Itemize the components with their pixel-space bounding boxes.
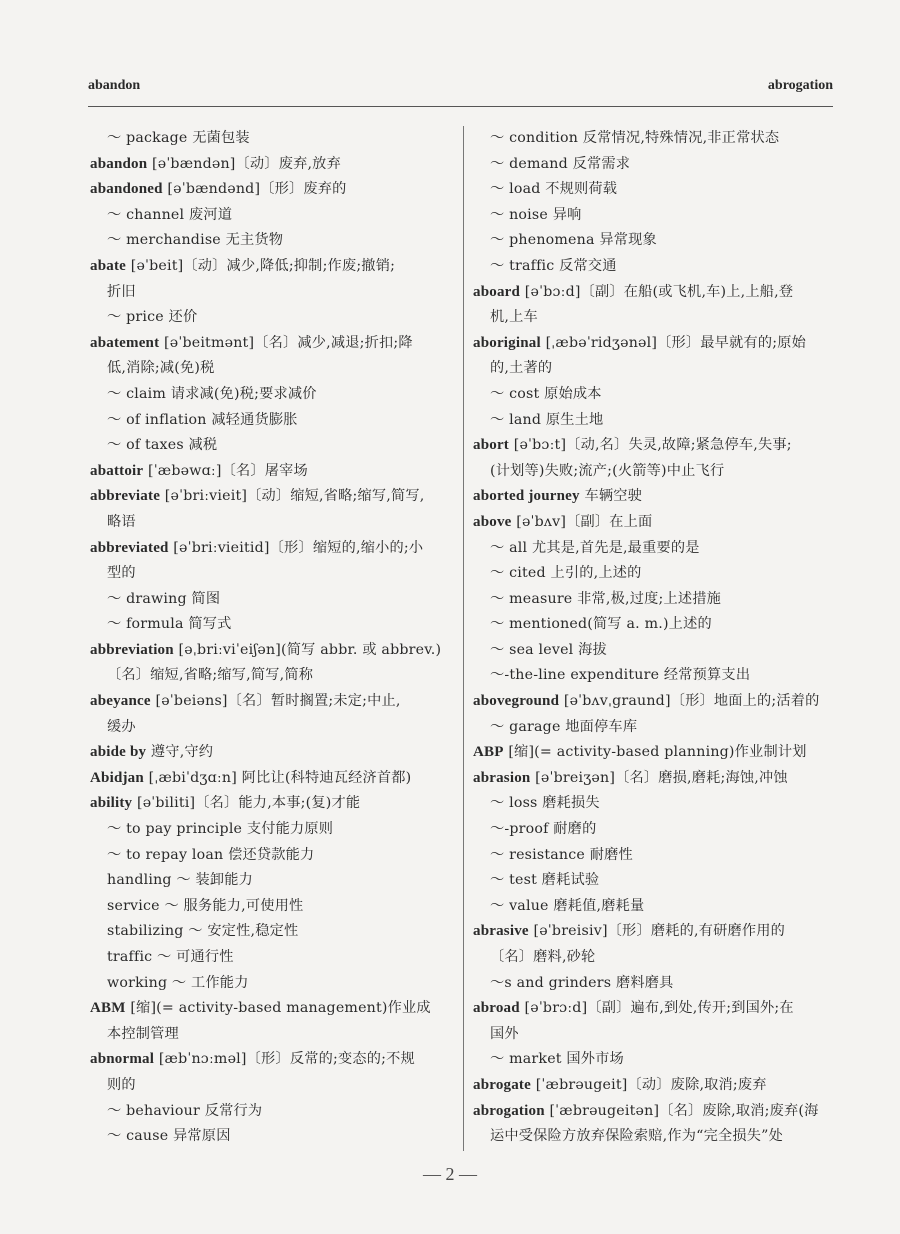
dictionary-entry [90, 484, 455, 510]
dictionary-entry [90, 766, 455, 792]
entry-definition: [ˌæbiˈdʒɑːn] 阿比让(科特迪瓦经济首都) [143, 769, 412, 786]
headword: abrogate [473, 1076, 531, 1093]
dictionary-entry [473, 510, 838, 536]
sub-entry: ～ garage 地面停车库 [490, 718, 638, 735]
sub-entry: ～ cause 异常原因 [107, 1128, 231, 1145]
dictionary-entry [473, 1073, 838, 1099]
dictionary-entry [473, 1099, 838, 1125]
sub-entry: ～ of taxes 减税 [107, 437, 218, 454]
sub-entry: ～s and grinders 磨料磨具 [490, 974, 674, 991]
sub-entry: ～ merchandise 无主货物 [107, 232, 284, 249]
entry-definition: [əˈbriːvieitid]〔形〕缩短的,缩小的;小 [168, 539, 424, 556]
sub-entry: ～-proof 耐磨的 [490, 821, 597, 838]
entry-definition: [缩](= activity-based management)作业成 [125, 1000, 431, 1017]
sub-entry: ～ test 磨耗试验 [490, 872, 600, 889]
sub-entry: ～ package 无菌包装 [107, 130, 250, 146]
sub-entry: ～ sea level 海拔 [490, 641, 607, 658]
headword: abrogation [473, 1102, 545, 1119]
dictionary-entry [473, 689, 838, 715]
headword: abide by [90, 744, 147, 761]
entry-definition: [əˈbriːvieit]〔动〕缩短,省略;缩写,简写, [160, 488, 425, 505]
dictionary-entry [90, 254, 455, 280]
dictionary-entry [90, 740, 455, 766]
running-head [88, 78, 833, 98]
headword: ABP [473, 744, 504, 761]
headword: abnormal [90, 1051, 155, 1068]
sub-entry: ～ behaviour 反常行为 [107, 1102, 263, 1119]
entry-definition: [æbˈnɔːməl]〔形〕反常的;变态的;不规 [154, 1051, 415, 1068]
headword: abroad [473, 1000, 520, 1017]
dictionary-entry [90, 689, 455, 715]
headword: abattoir [90, 462, 144, 479]
headword: abeyance [90, 693, 151, 710]
entry-definition: [əˈbɔːd]〔副〕在船(或飞机,车)上,上船,登 [520, 283, 794, 300]
column-divider [463, 126, 464, 1151]
headword: abrasive [473, 923, 529, 940]
entry-continuation: 的,土著的 [490, 360, 553, 377]
entry-continuation: 略语 [107, 513, 136, 530]
sub-entry: ～ loss 磨耗损失 [490, 795, 600, 812]
sub-entry: ～ claim 请求减(免)税;要求减价 [107, 385, 317, 402]
dictionary-entry [473, 919, 838, 945]
sub-entry: ～ land 原生土地 [490, 411, 604, 428]
sub-entry: traffic ～ 可通行性 [107, 949, 234, 965]
entry-definition: [ˌæbəˈridʒənəl]〔形〕最早就有的;原始 [540, 334, 806, 351]
entry-continuation: 国外 [490, 1025, 519, 1042]
entry-definition: [əˈbreisiv]〔形〕磨耗的,有研磨作用的 [528, 923, 786, 940]
dictionary-entry [90, 152, 455, 178]
headword: abrasion [473, 769, 531, 786]
headword: abandon [90, 155, 148, 172]
sub-entry: service ～ 服务能力,可使用性 [107, 897, 304, 914]
entry-continuation: 〔名〕缩短,省略;缩写,简写,简称 [107, 667, 314, 684]
entry-definition: [əˈbeiəns]〔名〕暂时搁置;未定;中止, [150, 693, 401, 710]
entry-definition: 遵守,守约 [146, 744, 214, 761]
headword: ABM [90, 1000, 126, 1017]
headword: aboriginal [473, 334, 541, 351]
headword: ability [90, 795, 133, 812]
entry-definition: 车辆空驶 [579, 488, 643, 505]
entry-definition: [əˈbeitmənt]〔名〕减少,减退;折扣;降 [159, 334, 413, 351]
sub-entry: ～ measure 非常,极,过度;上述措施 [490, 590, 721, 607]
entry-continuation: (计划等)失败;流产;(火箭等)中止飞行 [490, 462, 725, 479]
entry-continuation: 型的 [107, 565, 136, 582]
entry-definition: [əˈbændənd]〔形〕废弃的 [162, 181, 347, 198]
right-column [473, 126, 838, 1150]
entry-definition: [əˈbiliti]〔名〕能力,本事;(复)才能 [132, 795, 361, 812]
dictionary-entry [90, 331, 455, 357]
headword: abate [90, 257, 126, 274]
dictionary-entry [473, 280, 838, 306]
entry-continuation: 〔名〕磨料,砂轮 [490, 949, 596, 965]
entry-definition: [əˈbeit]〔动〕减少,降低;抑制;作废;撤销; [126, 257, 396, 274]
entry-definition: [缩](= activity-based planning)作业制计划 [503, 744, 807, 761]
sub-entry: ～ all 尤其是,首先是,最重要的是 [490, 539, 700, 556]
entry-definition: [əˈbrɔːd]〔副〕遍布,到处,传开;到国外;在 [519, 1000, 794, 1017]
dictionary-entry [473, 996, 838, 1022]
headword: abatement [90, 334, 160, 351]
dictionary-entry [473, 766, 838, 792]
headword: abbreviation [90, 641, 174, 658]
dictionary-entry [90, 638, 455, 664]
entry-definition: [əˌbriːviˈeiʃən](简写 abbr. 或 abbrev.) [173, 641, 442, 658]
headword: abbreviate [90, 488, 161, 505]
sub-entry: ～ price 还价 [107, 309, 198, 326]
entry-continuation: 本控制管理 [107, 1025, 179, 1042]
dictionary-entry [90, 996, 455, 1022]
headword: abort [473, 437, 509, 454]
dictionary-entry [90, 791, 455, 817]
sub-entry: ～-the-line expenditure 经常预算支出 [490, 667, 751, 684]
headword: aborted journey [473, 488, 580, 505]
sub-entry: handling ～ 装卸能力 [107, 872, 254, 889]
entry-continuation: 低,消除;减(免)税 [107, 360, 215, 377]
entry-continuation: 折旧 [107, 283, 136, 300]
dictionary-entry [90, 1047, 455, 1073]
sub-entry: ～ to pay principle 支付能力原则 [107, 821, 334, 838]
sub-entry: ～ formula 简写式 [107, 616, 232, 633]
guide-word-left: abandon [88, 78, 141, 93]
sub-entry: ～ to repay loan 偿还贷款能力 [107, 846, 315, 863]
headword: aboard [473, 283, 521, 300]
entry-definition: [əˈbreiʒən]〔名〕磨损,磨耗;海蚀,冲蚀 [530, 769, 788, 786]
entry-definition: [əˈbʌv]〔副〕在上面 [511, 513, 653, 530]
sub-entry: ～ condition 反常情况,特殊情况,非正常状态 [490, 130, 780, 146]
sub-entry: ～ noise 异响 [490, 206, 582, 223]
header-rule [88, 106, 833, 107]
guide-word-right: abrogation [767, 78, 833, 93]
sub-entry: ～ cited 上引的,上述的 [490, 565, 642, 582]
entry-definition: [ˈæbrəugeitən]〔名〕废除,取消;废弃(海 [544, 1102, 819, 1119]
entry-continuation: 则的 [107, 1076, 136, 1093]
entry-continuation: 运中受保险方放弃保险索赔,作为“完全损失”处 [490, 1128, 783, 1145]
sub-entry: working ～ 工作能力 [107, 974, 249, 991]
entry-definition: [əˈbɔːt]〔动,名〕失灵,故障;紧急停车,失事; [509, 437, 792, 454]
dictionary-entry [90, 177, 455, 203]
entry-definition: [ˈæbrəugeit]〔动〕废除,取消;废弃 [530, 1076, 767, 1093]
entry-definition: [əˈbændən]〔动〕废弃,放弃 [147, 155, 341, 172]
dictionary-entry [473, 484, 838, 510]
entry-definition: [əˈbʌvˌgraund]〔形〕地面上的;活着的 [559, 693, 820, 710]
dictionary-entry [473, 331, 838, 357]
dictionary-entry [90, 536, 455, 562]
headword: Abidjan [90, 769, 144, 786]
sub-entry: ～ demand 反常需求 [490, 155, 631, 172]
headword: abandoned [90, 181, 163, 198]
sub-entry: ～ cost 原始成本 [490, 385, 602, 402]
sub-entry: ～ resistance 耐磨性 [490, 846, 633, 863]
sub-entry: ～ channel 废河道 [107, 206, 233, 223]
sub-entry: ～ of inflation 减轻通货膨胀 [107, 411, 298, 428]
sub-entry: ～ mentioned(简写 a. m.)上述的 [490, 616, 712, 633]
sub-entry: ～ value 磨耗值,磨耗量 [490, 897, 645, 914]
entry-continuation: 机,上车 [490, 309, 538, 326]
entry-continuation: 缓办 [107, 718, 136, 735]
sub-entry: ～ traffic 反常交通 [490, 257, 617, 274]
page-number: — 2 — [423, 1164, 477, 1184]
entry-definition: [ˈæbəwɑː]〔名〕屠宰场 [143, 462, 308, 479]
dictionary-entry [473, 740, 838, 766]
headword: aboveground [473, 693, 560, 710]
headword: above [473, 513, 512, 530]
sub-entry: ～ load 不规则荷载 [490, 181, 618, 198]
headword: abbreviated [90, 539, 169, 556]
sub-entry: ～ drawing 简图 [107, 590, 221, 607]
sub-entry: stabilizing ～ 安定性,稳定性 [107, 923, 299, 940]
left-column [90, 126, 455, 1150]
dictionary-entry [473, 433, 838, 459]
sub-entry: ～ market 国外市场 [490, 1051, 624, 1068]
dictionary-entry [90, 459, 455, 485]
sub-entry: ～ phenomena 异常现象 [490, 232, 657, 249]
